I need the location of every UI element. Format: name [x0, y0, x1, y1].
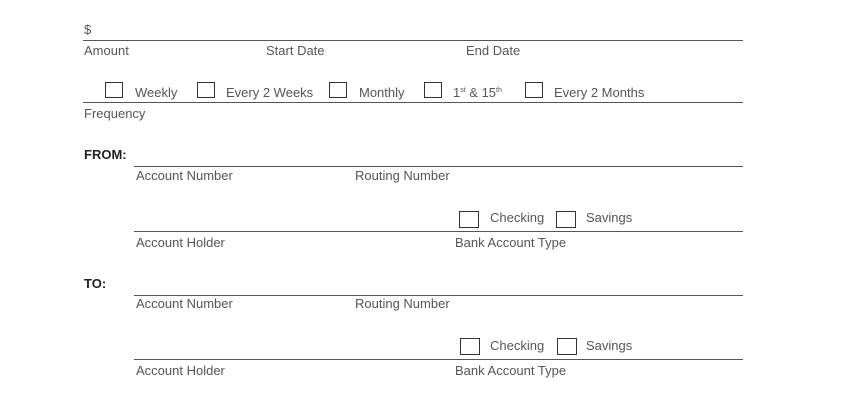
start-date-label: Start Date — [266, 43, 325, 58]
from-routing-number-field[interactable] — [355, 146, 743, 166]
weekly-checkbox[interactable] — [105, 82, 123, 98]
from-account-number-label: Account Number — [136, 168, 233, 183]
to-bank-account-type-label: Bank Account Type — [455, 363, 567, 378]
every-2-weeks-label: Every 2 Weeks — [226, 85, 314, 100]
to-account-holder-label: Account Holder — [136, 363, 225, 378]
from-account-number-field[interactable] — [136, 146, 355, 166]
to-heading: TO: — [84, 276, 107, 291]
from-savings-checkbox[interactable] — [556, 211, 576, 228]
weekly-label: Weekly — [135, 85, 178, 100]
first-fifteenth-checkbox[interactable] — [424, 82, 442, 98]
to-savings-label: Savings — [586, 338, 633, 353]
monthly-checkbox[interactable] — [329, 82, 347, 98]
every-2-months-label: Every 2 Months — [554, 85, 645, 100]
currency-symbol: $ — [84, 22, 92, 37]
amount-label: Amount — [84, 43, 129, 58]
from-heading: FROM: — [84, 147, 127, 162]
amount-field[interactable] — [96, 20, 266, 40]
from-account-holder-label: Account Holder — [136, 235, 225, 250]
end-date-field[interactable] — [466, 20, 742, 40]
from-account-holder-field[interactable] — [136, 211, 436, 231]
to-routing-number-label: Routing Number — [355, 296, 450, 311]
to-routing-number-field[interactable] — [355, 275, 743, 295]
to-checking-label: Checking — [490, 338, 545, 353]
from-checking-label: Checking — [490, 210, 545, 225]
to-holder-underline — [134, 359, 743, 360]
amount-underline — [83, 40, 743, 41]
from-bank-account-type-label: Bank Account Type — [455, 235, 567, 250]
to-account-holder-field[interactable] — [136, 339, 436, 359]
frequency-underline — [83, 102, 743, 103]
from-savings-label: Savings — [586, 210, 633, 225]
from-holder-underline — [134, 231, 743, 232]
every-2-weeks-checkbox[interactable] — [197, 82, 215, 98]
to-savings-checkbox[interactable] — [557, 338, 577, 355]
start-date-field[interactable] — [266, 20, 466, 40]
end-date-label: End Date — [466, 43, 521, 58]
to-account-number-label: Account Number — [136, 296, 233, 311]
to-checking-checkbox[interactable] — [460, 338, 480, 355]
every-2-months-checkbox[interactable] — [525, 82, 543, 98]
monthly-label: Monthly — [359, 85, 405, 100]
to-account-number-field[interactable] — [136, 275, 355, 295]
from-checking-checkbox[interactable] — [459, 211, 479, 228]
first-fifteenth-label: 1st & 15th — [453, 85, 502, 100]
from-routing-number-label: Routing Number — [355, 168, 450, 183]
frequency-label: Frequency — [84, 106, 146, 121]
from-account-underline — [134, 166, 743, 167]
